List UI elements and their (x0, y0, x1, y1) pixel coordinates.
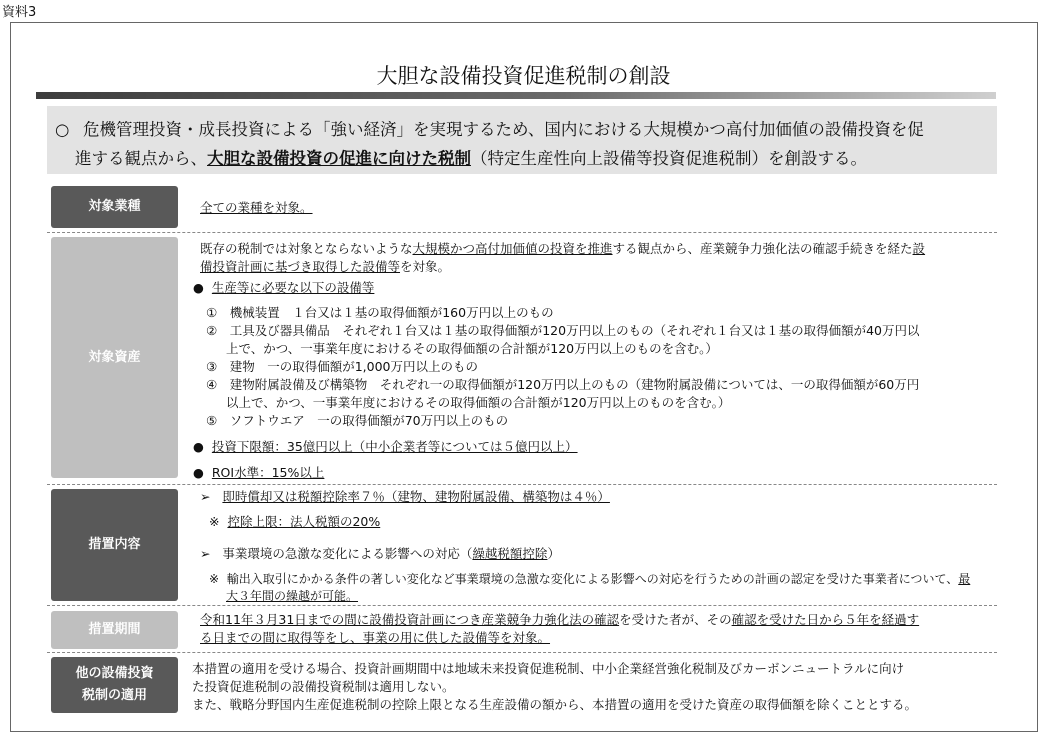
title-underline-bar (36, 92, 996, 99)
period-line-1: 令和11年３月31日までの間に設備投資計画につき産業競争力強化法の確認を受けた者が、その確認を受けた日から５年を経過す (200, 612, 920, 627)
assets-intro-line-1: 既存の税制では対象とならないような大規模かつ高付加価値の投資を推進する観点から、産業競争力強化法の確認手続きを経た設 (200, 241, 926, 256)
asset-item-3: ③ 建物 一の取得価額が1,000万円以上のもの (206, 359, 478, 374)
row-separator (47, 605, 997, 606)
other-line-2: た投資促進税制の設備投資税制は適用しない。 (192, 679, 455, 694)
other-line-3: また、戦略分野国内生産促進税制の控除上限となる生産設備の額から、本措置の適用を受けた資産の取得価額を除くこととする。 (192, 697, 918, 712)
page-title: 大胆な設備投資促進税制の創設 (376, 64, 671, 88)
note-mark: ※ (209, 514, 220, 529)
document-label: 資料3 (2, 5, 37, 20)
row-separator (47, 232, 997, 233)
circle-bullet: ○ (55, 120, 70, 139)
row-separator (47, 652, 997, 653)
summary-box (47, 106, 997, 174)
label-other-tax-systems: 他の設備投資 税制の適用 (51, 657, 178, 713)
measure-1-note: ※ 控除上限：法人税額の20% (209, 514, 381, 529)
dot-bullet-icon: ● (193, 439, 204, 454)
assets-bullet-minimum: ● 投資下限額：35億円以上（中小企業者等については５億円以上） (193, 439, 578, 454)
asset-item-2b: 上で、かつ、一事業年度におけるその取得価額の合計額が120万円以上のものを含む。） (226, 341, 718, 356)
asset-item-4a: ④ 建物附属設備及び構築物 それぞれ一の取得価額が120万円以上のもの（建物附属設備については、一の取得価額が60万円 (206, 377, 920, 392)
arrow-bullet-icon: ➢ (200, 489, 211, 504)
measure-1: ➢ 即時償却又は税額控除率７％（建物、建物附属設備、構築物は４％） (200, 489, 610, 504)
label-target-industry: 対象業種 (51, 186, 178, 228)
asset-item-5: ⑤ ソフトウエア 一の取得価額が70万円以上のもの (206, 413, 509, 428)
industry-text: 全ての業種を対象。 (200, 200, 313, 215)
label-target-assets: 対象資産 (51, 237, 178, 478)
note-mark: ※ (209, 572, 220, 586)
assets-bullet-equipment: ● 生産等に必要な以下の設備等 (193, 280, 375, 295)
asset-item-1: ① 機械装置 １台又は１基の取得価額が160万円以上のもの (206, 305, 554, 320)
asset-item-4b: 以上で、かつ、一事業年度におけるその取得価額の合計額が120万円以上のものを含む。） (226, 395, 731, 410)
row-separator (47, 484, 997, 485)
measure-2: ➢ 事業環境の急激な変化による影響への対応（繰越税額控除） (200, 546, 560, 561)
measure-2-note-line-2: 大３年間の繰越が可能。 (226, 589, 359, 603)
assets-bullet-roi: ● ROI水準：15%以上 (193, 465, 325, 480)
measure-2-note-line-1: ※ 輸出入取引にかかる条件の著しい変化など事業環境の急激な変化による影響への対応を行うための計画の認定を受けた事業者について、最 (209, 572, 971, 586)
summary-line-1: ○ 危機管理投資・成長投資による「強い経済」を実現するため、国内における大規模かつ高付加価値の設備投資を促 (55, 115, 991, 144)
arrow-bullet-icon: ➢ (200, 546, 211, 561)
dot-bullet-icon: ● (193, 280, 204, 295)
summary-line-2: 進する観点から、大胆な設備投資の促進に向けた税制（特定生産性向上設備等投資促進税制）を創設する。 (75, 149, 867, 168)
asset-item-2a: ② 工具及び器具備品 それぞれ１台又は１基の取得価額が120万円以上のもの（それぞれ１台又は１基の取得価額が40万円以 (206, 323, 920, 338)
period-line-2: る日までの間に取得等をし、事業の用に供した設備等を対象。 (200, 630, 551, 645)
label-measures: 措置内容 (51, 489, 178, 601)
label-period: 措置期間 (51, 611, 178, 649)
summary-emphasis: 大胆な設備投資の促進に向けた税制 (207, 149, 471, 168)
dot-bullet-icon: ● (193, 465, 204, 480)
assets-intro-line-2: 備投資計画に基づき取得した設備等を対象。 (200, 259, 451, 274)
other-line-1: 本措置の適用を受ける場合、投資計画期間中は地域未来投資促進税制、中小企業経営強化税制及びカーボンニュートラルに向け (192, 661, 905, 676)
